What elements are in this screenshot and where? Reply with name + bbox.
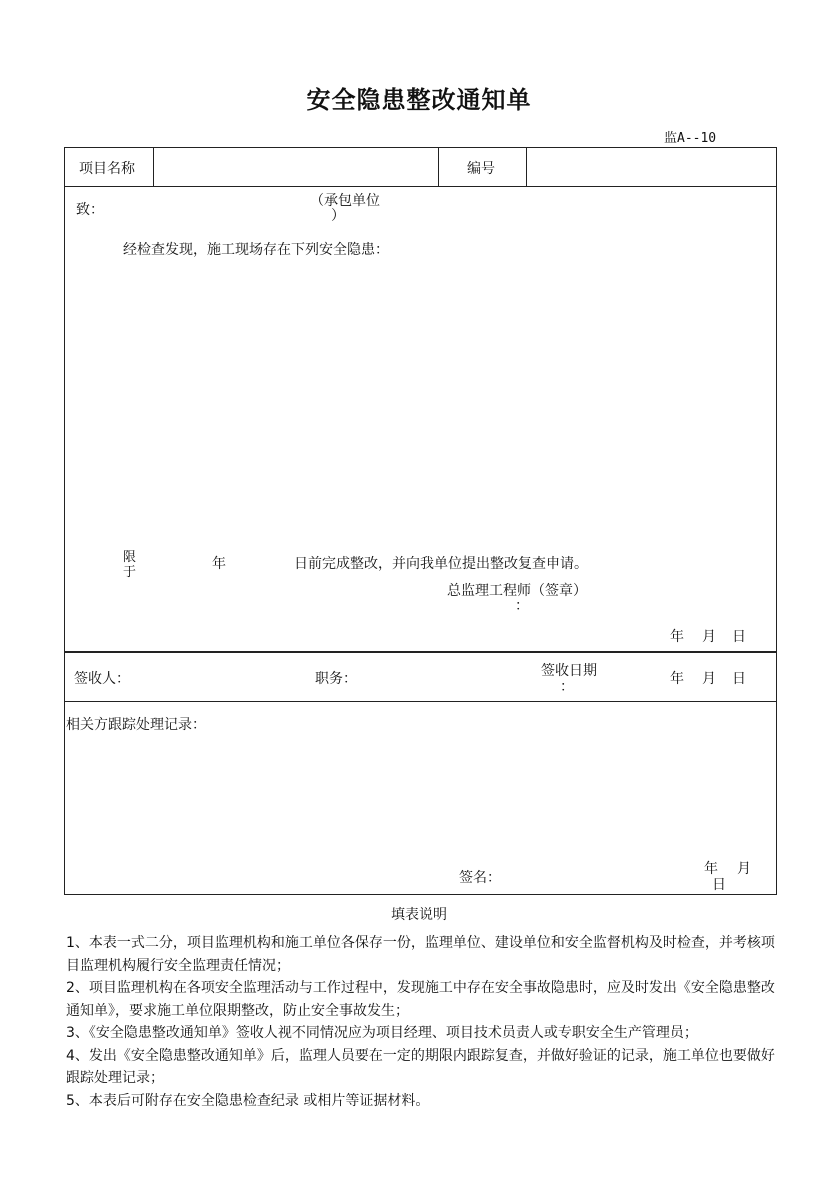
sign-label: 签名：	[459, 870, 501, 886]
tracking-day: 日	[712, 877, 726, 893]
receipt-day: 日	[732, 671, 746, 687]
border	[64, 701, 777, 702]
contractor-close: ）	[331, 208, 345, 224]
instruction-item: 1、本表一式二分，项目监理机构和施工单位各保存一份，监理单位、建设单位和安全监督机构及时检查，并考核项目监理机构履行安全监理责任情况；	[66, 935, 775, 974]
instruction-item: 4、发出《安全隐患整改通知单》后，监理人员要在一定的期限内跟踪复查，并做好验证的记录，施工单位也要做好跟踪处理记录；	[66, 1047, 775, 1086]
page-title: 安全隐患整改通知单	[306, 86, 532, 114]
receipt-year: 年	[670, 671, 684, 687]
receipt-date-colon: ：	[560, 679, 574, 695]
instruction-item: 3、《安全隐患整改通知单》签收人视不同情况应为项目经理、项目技术员责人或专职安全生产管理员；	[66, 1025, 698, 1041]
date-day: 日	[732, 629, 746, 645]
receiver-label: 签收人：	[74, 671, 130, 687]
date-month: 月	[702, 629, 716, 645]
limit-label-bottom: 于	[123, 565, 137, 580]
instructions-heading: 填表说明	[391, 907, 447, 923]
engineer-label: 总监理工程师（签章）	[447, 583, 587, 599]
border	[64, 147, 777, 148]
instruction-item: 5、本表后可附存在安全隐患检查纪录 或相片等证据材料。	[66, 1092, 430, 1109]
date-year: 年	[670, 629, 684, 645]
project-name-label: 项目名称	[79, 161, 135, 177]
deadline-text: 日前完成整改，并向我单位提出整改复查申请。	[294, 556, 588, 572]
tracking-label: 相关方跟踪处理记录：	[66, 717, 206, 733]
instruction-item: 2、项目监理机构在各项安全监理活动与工作过程中，发现施工中存在安全事故隐患时，应及时发出《安全隐患整改通知单》，要求施工单位限期整改，防止安全事故发生；	[66, 980, 775, 1019]
border	[526, 147, 527, 187]
tracking-year: 年	[704, 861, 718, 877]
instructions-list	[66, 932, 776, 1112]
tracking-month: 月	[737, 861, 751, 877]
form-code: 监A--10	[664, 131, 717, 146]
to-label: 致：	[76, 202, 104, 218]
receipt-date-label: 签收日期	[541, 663, 597, 679]
border	[438, 147, 439, 187]
number-label: 编号	[467, 161, 495, 177]
border	[64, 894, 777, 895]
border	[776, 147, 777, 895]
number-field[interactable]	[528, 149, 774, 185]
engineer-colon: ：	[515, 598, 529, 614]
receipt-month: 月	[702, 671, 716, 687]
project-name-field[interactable]	[155, 149, 437, 185]
contractor-label: （承包单位	[310, 193, 380, 209]
position-label: 职务：	[315, 671, 357, 687]
limit-label-top: 限	[123, 550, 137, 565]
border	[64, 147, 65, 895]
finding-text: 经检查发现，施工现场存在下列安全隐患：	[123, 242, 389, 258]
border	[153, 147, 154, 187]
border	[64, 186, 777, 187]
deadline-year: 年	[212, 556, 226, 572]
border	[64, 651, 777, 653]
